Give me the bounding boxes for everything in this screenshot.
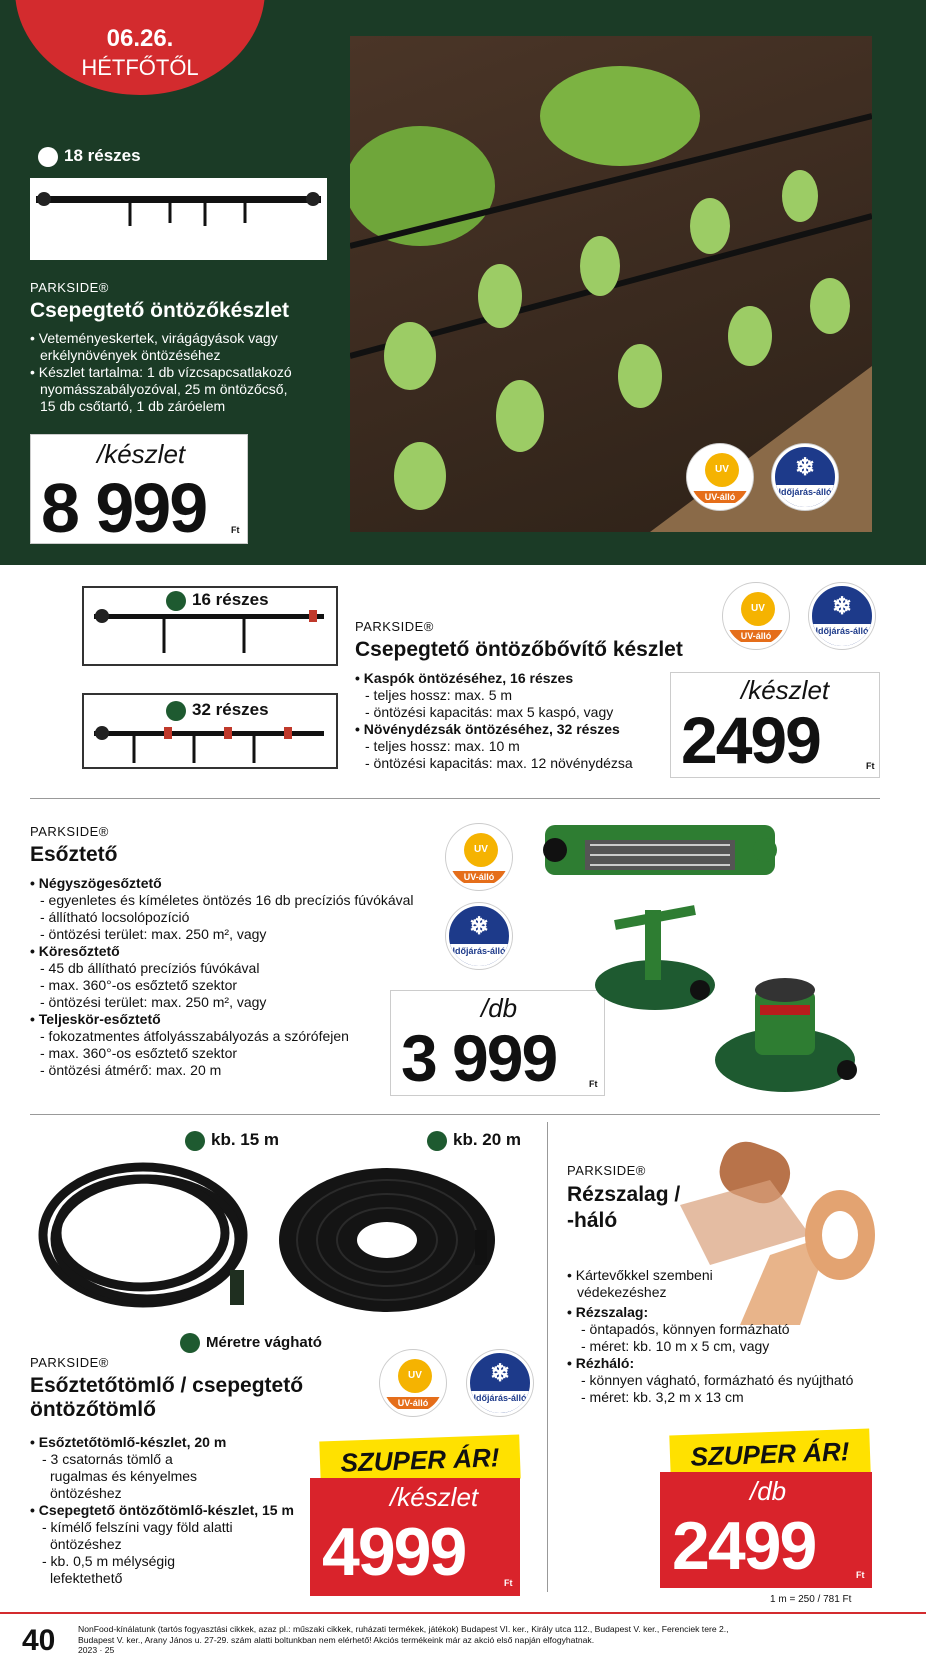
bullet: lefektethető — [50, 1570, 123, 1586]
price-currency: Ft — [504, 1578, 513, 1588]
snowflake-icon: ❄ — [794, 454, 816, 481]
bullet: - öntözési terület: max. 250 m², vagy — [40, 926, 267, 942]
vertical-divider — [547, 1122, 548, 1592]
bullet: erkélynövények öntözéséhez — [40, 347, 221, 363]
coiled-hose-drawing — [35, 1155, 265, 1325]
date-line1: 06.26. — [106, 25, 174, 52]
divider — [30, 1114, 880, 1115]
price-currency: Ft — [866, 761, 875, 771]
footer-line: 2023 · 25 — [78, 1645, 115, 1655]
hose-15m-image — [35, 1155, 265, 1325]
variant-text: 32 részes — [192, 700, 269, 719]
unit-price: 1 m = 250 / 781 Ft — [770, 1594, 852, 1605]
bullet: • Növénydézsák öntözéséhez, 32 részes — [355, 721, 620, 737]
snowflake-icon: ❄ — [831, 593, 853, 620]
title-line: öntözőtömlő — [30, 1398, 156, 1421]
bullet: - 45 db állítható precíziós fúvókával — [40, 960, 260, 976]
bullet: 15 db csőtartó, 1 db záróelem — [40, 398, 226, 414]
brand: PARKSIDE® — [567, 1163, 646, 1178]
product-bullets — [30, 330, 330, 415]
badge-label: Időjárás-álló — [812, 624, 872, 649]
variant-text: 16 részes — [192, 590, 269, 609]
weatherproof-badge — [809, 583, 875, 649]
divider — [30, 798, 880, 799]
variant-text: kb. 20 m — [453, 1130, 522, 1149]
sun-icon: UV — [464, 833, 498, 867]
product-bullets — [355, 670, 675, 772]
super-price-banner: SZUPER ÁR! — [319, 1435, 520, 1486]
price-currency: Ft — [856, 1570, 865, 1580]
badge-label: UV-álló — [690, 491, 750, 503]
bullet: - méret: kb. 3,2 m x 13 cm — [581, 1389, 744, 1405]
bullet: védekezéshez — [577, 1284, 667, 1300]
variant-text: 18 részes — [64, 146, 141, 165]
bullet: - méret: kb. 10 m x 5 cm, vagy — [581, 1338, 770, 1354]
cut-text: Méretre vágható — [206, 1333, 322, 1351]
badge-label: UV-álló — [383, 1397, 443, 1409]
bullet: • Négyszögesőztető — [30, 875, 162, 891]
variant-label — [38, 146, 141, 167]
bullet: - öntözési kapacitás: max. 12 növénydézsa — [365, 755, 633, 771]
bullet: • Teljeskör-esőztető — [30, 1011, 161, 1027]
price-value: 4999 — [322, 1514, 466, 1590]
bullet: - teljes hossz: max. 10 m — [365, 738, 520, 754]
product-title: Csepegtető öntözőkészlet — [30, 299, 290, 322]
badge-label: UV-álló — [726, 630, 786, 642]
bullet: • Kaspók öntözéséhez, 16 részes — [355, 670, 574, 686]
hose-20m-image — [275, 1150, 505, 1320]
date-badge — [15, 0, 265, 95]
price-value: 8 999 — [41, 469, 207, 547]
price-box — [310, 1478, 520, 1596]
bullet: nyomásszabályozóval, 25 m öntözőcső, — [40, 381, 288, 397]
price-box — [670, 672, 880, 778]
variant-label — [185, 1130, 279, 1151]
product-title: Esőztető — [30, 843, 118, 866]
product-bullets — [30, 875, 450, 1079]
bullet: - egyenletes és kíméletes öntözés 16 db precíziós fúvókával — [40, 892, 414, 908]
price-unit: /készlet — [741, 675, 830, 705]
sprinkler-images — [525, 800, 880, 1100]
cut-to-size-label — [180, 1333, 322, 1353]
bullet: • Esőztetőtömlő-készlet, 20 m — [30, 1434, 227, 1450]
badge-label: UV-álló — [449, 871, 509, 883]
snowflake-icon: ❄ — [489, 1360, 511, 1387]
uv-resistant-badge — [380, 1350, 446, 1416]
weatherproof-badge — [446, 903, 512, 969]
variant-dot-icon — [185, 1131, 205, 1151]
featured-section — [0, 0, 926, 565]
price-box — [30, 434, 248, 547]
product-thumbnail — [30, 178, 327, 260]
bullet: öntözéshez — [50, 1536, 122, 1552]
variant-dot-icon — [180, 1333, 200, 1353]
product-title — [567, 1182, 680, 1234]
product-title — [30, 1374, 303, 1422]
brand: PARKSIDE® — [30, 1355, 109, 1370]
bullet: • Köresőztető — [30, 943, 120, 959]
title-line: Esőztetőtömlő / csepegtető — [30, 1374, 304, 1397]
price-unit: /készlet — [390, 1482, 479, 1512]
bullet: - könnyen vágható, formázható és nyújtható — [581, 1372, 854, 1388]
bullet: - max. 360°-os esőztető szektor — [40, 1045, 238, 1061]
product-bullets — [567, 1267, 897, 1406]
variant-dot-icon — [166, 591, 186, 611]
bullet: • Készlet tartalma: 1 db vízcsapcsatlakozó — [30, 364, 292, 380]
sun-icon: UV — [705, 453, 739, 487]
badge-label: Időjárás-álló — [470, 1391, 530, 1416]
uv-resistant-badge — [687, 444, 753, 510]
bullet: • Rézháló: — [567, 1355, 635, 1371]
bullet: - öntözési terület: max. 250 m², vagy — [40, 994, 267, 1010]
price-unit: /készlet — [97, 439, 186, 469]
brand: PARKSIDE® — [30, 824, 109, 839]
bullet: - max. 360°-os esőztető szektor — [40, 977, 238, 993]
price-currency: Ft — [589, 1079, 598, 1089]
bullet: - öntapadós, könnyen formázható — [581, 1321, 790, 1337]
variant-dot-icon — [166, 701, 186, 721]
snowflake-icon: ❄ — [468, 913, 490, 940]
footer-line: NonFood-kínálatunk (tartós fogyasztási cikkek, azaz pl.: műszaki cikkek, ruházati termékek, játékok) Budapest VI. ker., Király utca 112., Budapest V. ker., Ferenciek tere 2., — [78, 1624, 729, 1634]
sun-icon: UV — [741, 592, 775, 626]
brand: PARKSIDE® — [30, 280, 109, 295]
bullet: - öntözési átmérő: max. 20 m — [40, 1062, 222, 1078]
sprinklers-drawing — [525, 800, 880, 1100]
price-unit: /db — [481, 993, 518, 1023]
bullet: - 3 csatornás tömlő a — [42, 1451, 173, 1467]
variant-dot-icon — [38, 147, 58, 167]
variant-label — [166, 590, 269, 611]
variant-text: kb. 15 m — [211, 1130, 280, 1149]
bullet: rugalmas és kényelmes — [50, 1468, 198, 1484]
bullet: - kímélő felszíni vagy föld alatti — [42, 1519, 233, 1535]
footer — [0, 1612, 926, 1677]
title-line: -háló — [567, 1209, 618, 1232]
page-number: 40 — [22, 1624, 56, 1657]
bullet: • Csepegtető öntözőtömlő-készlet, 15 m — [30, 1502, 294, 1518]
flat-hose-drawing — [275, 1150, 505, 1320]
uv-resistant-badge — [723, 583, 789, 649]
footer-rule — [0, 1612, 926, 1614]
product-bullets — [30, 1434, 320, 1587]
badge-label: Időjárás-álló — [775, 485, 835, 510]
product-title: Csepegtető öntözőbővítő készlet — [355, 638, 683, 661]
price-box — [660, 1472, 872, 1588]
footer-line: Budapest V. ker., Arany János u. 27-29. szám alatti boltunkban nem elérhető! Akciós termékeink már az akció első napján elfogyhatnak. — [78, 1634, 595, 1645]
bullet: • Rézszalag: — [567, 1304, 649, 1320]
weatherproof-badge — [772, 444, 838, 510]
brand: PARKSIDE® — [355, 619, 434, 634]
bullet: • Veteményeskertek, virágágyások vagy — [30, 330, 278, 346]
bullet: - kb. 0,5 m mélységig — [42, 1553, 176, 1569]
drip-hose-image — [30, 178, 327, 260]
variant-label — [427, 1130, 521, 1151]
bullet: - öntözési kapacitás: max 5 kaspó, vagy — [365, 704, 614, 720]
variant-dot-icon — [427, 1131, 447, 1151]
date-line2: HÉTFŐTŐL — [81, 55, 199, 80]
bullet: - fokozatmentes átfolyásszabályozás a szórófejen — [40, 1028, 349, 1044]
uv-resistant-badge — [446, 824, 512, 890]
bullet: • Kártevőkkel szembeni — [567, 1267, 713, 1283]
bullet: - teljes hossz: max. 5 m — [365, 687, 513, 703]
title-line: Rézszalag / — [567, 1183, 681, 1206]
footer-disclaimer — [78, 1624, 918, 1656]
price-currency: Ft — [231, 525, 240, 535]
price-unit: /db — [750, 1476, 787, 1506]
sun-icon: UV — [398, 1359, 432, 1393]
variant-label — [166, 700, 269, 721]
bullet: - állítható locsolópozíció — [40, 909, 190, 925]
super-price-banner: SZUPER ÁR! — [669, 1429, 870, 1480]
bullet: öntözéshez — [50, 1485, 122, 1501]
weatherproof-badge — [467, 1350, 533, 1416]
badge-label: Időjárás-álló — [449, 944, 509, 969]
price-value: 3 999 — [401, 1021, 557, 1095]
price-value: 2499 — [672, 1508, 816, 1584]
price-value: 2499 — [681, 703, 820, 777]
